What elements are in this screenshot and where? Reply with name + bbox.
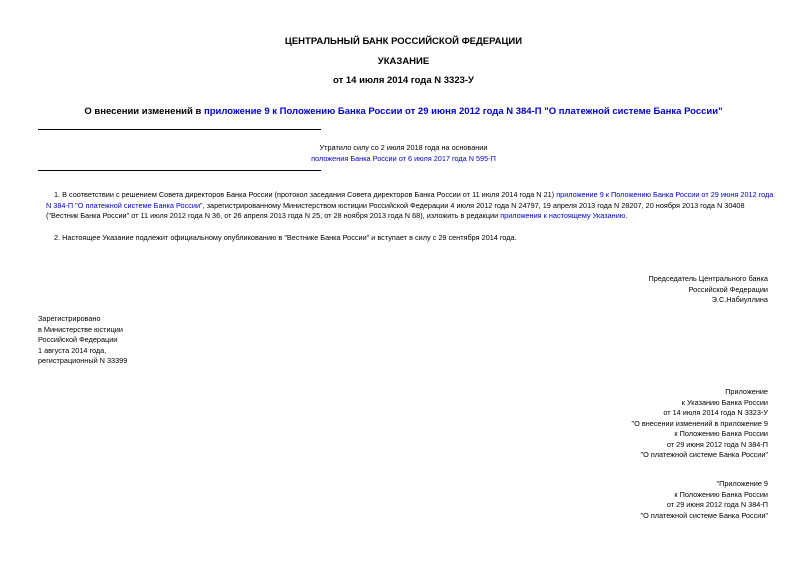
registration-line: регистрационный N 33399 — [38, 356, 128, 365]
appendix-9-line: "О платежной системе Банка России" — [640, 510, 768, 520]
void-note-link[interactable]: положения Банка России от 6 июля 2017 года N 595-П — [311, 153, 496, 163]
doc-title-prefix: О внесении изменений в — [84, 106, 204, 117]
doc-type: УКАЗАНИЕ — [377, 56, 430, 67]
registration-line: 1 августа 2014 года, — [38, 345, 107, 355]
appendix-block — [500, 387, 768, 461]
signature-line: Российской Федерации — [688, 284, 768, 294]
doc-title — [0, 106, 807, 117]
void-note — [0, 143, 807, 164]
registration-line: Российской Федерации — [38, 335, 118, 344]
paragraph-1-text-b: , зарегистрированному Министерством юстиции Российской Федерации 4 июля 2012 года N 24797, 19 апреля 2013 года N 28207, 20 ноября 2013 года N 30408 ("Вестник Банка России" от 11 июля 2012 года N 36, от 26 апреля 2013 года N 25, от 28 ноября 2013 года N 68), изложить в редакции — [46, 200, 745, 220]
registration-block — [38, 314, 238, 367]
appendix-9-line: "Приложение 9 — [716, 479, 768, 488]
paragraph-1-link-a[interactable]: приложение 9 к Положению Банка России от 29 июня 2012 года N 384-П "О платежной системе Банка России" — [46, 190, 774, 210]
appendix-line: от 14 июля 2014 года N 3323-У — [663, 408, 768, 417]
appendix-line: к Положению Банка России — [674, 429, 768, 438]
appendix-line: от 29 июня 2012 года N 384-П — [666, 439, 768, 449]
signature-line: Э.С.Набиуллина — [711, 295, 768, 304]
doc-date: от 14 июля 2014 года N 3323-У — [333, 75, 474, 86]
doc-title-link[interactable]: приложение 9 к Положению Банка России от 29 июня 2012 года N 384-П "О платежной системе Банка России" — [203, 106, 723, 117]
signature-block — [500, 274, 768, 306]
divider-bottom — [38, 170, 321, 171]
appendix-line: "О внесении изменений в приложение 9 — [631, 418, 768, 428]
appendix-9-block — [500, 479, 768, 521]
registration-line: в Министерстве юстиции — [38, 324, 123, 334]
paragraph-2: 2. Настоящее Указание подлежит официальному опубликованию в "Вестнике Банка России" и вступает в силу с 29 сентября 2014 года. — [54, 233, 517, 242]
appendix-line: Приложение — [725, 387, 768, 396]
appendix-line: "О платежной системе Банка России" — [640, 450, 768, 459]
paragraph-1 — [46, 190, 774, 222]
appendix-line: к Указанию Банка России — [681, 397, 768, 407]
appendix-9-line: от 29 июня 2012 года N 384-П — [666, 500, 768, 509]
registration-line: Зарегистрировано — [38, 314, 101, 323]
void-note-text: Утратило силу со 2 июля 2018 года на основании — [319, 143, 488, 152]
signature-line: Председатель Центрального банка — [648, 274, 768, 283]
org-name: ЦЕНТРАЛЬНЫЙ БАНК РОССИЙСКОЙ ФЕДЕРАЦИИ — [284, 36, 523, 47]
paragraph-1-text-c: . — [625, 211, 628, 220]
paragraph-1-link-b[interactable]: приложения к настоящему Указанию — [500, 211, 626, 220]
divider-top — [38, 129, 321, 130]
paragraph-1-text-a: 1. В соответствии с решением Совета директоров Банка России (протокол заседания Совета директоров Банка России от 11 июля 2014 года N 21) — [54, 190, 557, 199]
appendix-9-line: к Положению Банка России — [674, 489, 768, 499]
